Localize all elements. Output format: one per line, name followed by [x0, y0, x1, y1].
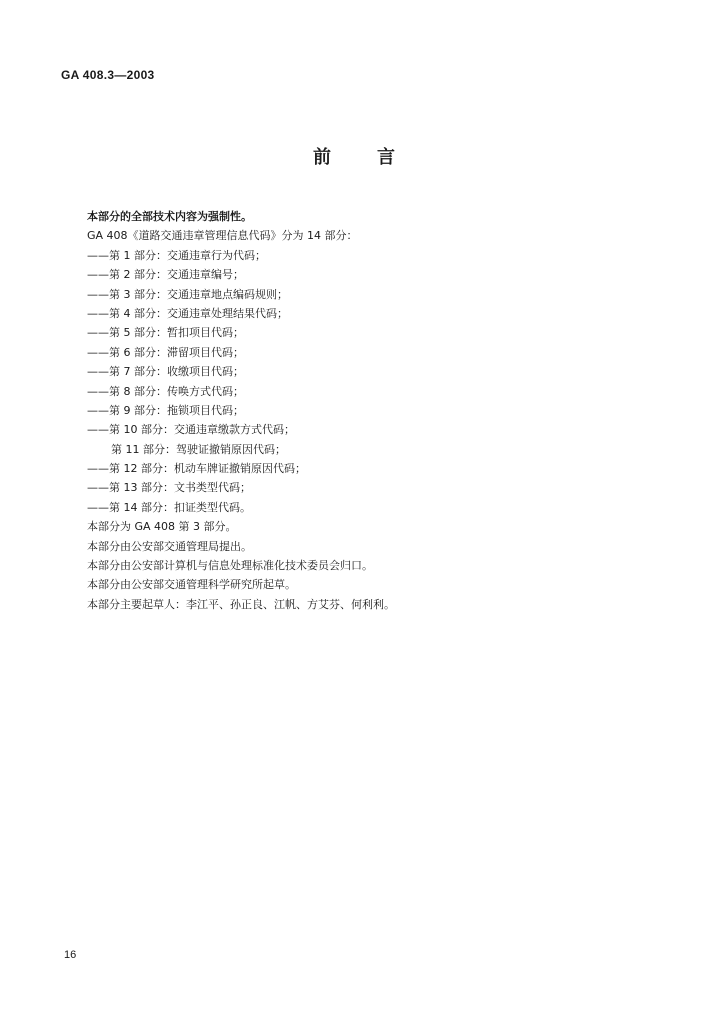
page-number: 16: [64, 949, 77, 961]
paragraph-line: ——第 2 部分：交通违章编号；: [87, 268, 244, 282]
paragraph-line: ——第 9 部分：拖锁项目代码；: [87, 403, 244, 417]
paragraph-line: 本部分由公安部交通管理科学研究所起草。: [87, 578, 296, 592]
paragraph-line: ——第 14 部分：扣证类型代码。: [87, 500, 251, 514]
paragraph-line: 本部分为 GA 408 第 3 部分。: [87, 520, 237, 534]
paragraph-line: ——第 6 部分：滞留项目代码；: [87, 345, 244, 359]
paragraph-line: ——第 7 部分：收缴项目代码；: [87, 365, 244, 379]
paragraph-line: 本部分主要起草人：李江平、孙正良、江帆、方艾芬、何利利。: [87, 597, 395, 611]
page-title: 前言: [313, 147, 441, 168]
paragraph-line: 本部分由公安部交通管理局提出。: [87, 539, 252, 553]
paragraph-line: ——第 3 部分：交通违章地点编码规则；: [87, 287, 288, 301]
paragraph-line: 第 11 部分：驾驶证撤销原因代码；: [111, 442, 286, 456]
paragraph-line: GA 408《道路交通违章管理信息代码》分为 14 部分：: [87, 229, 358, 243]
paragraph-line: 本部分的全部技术内容为强制性。: [87, 210, 252, 223]
document-code: GA 408.3—2003: [61, 68, 155, 82]
foreword-body: [87, 207, 667, 614]
paragraph-line: ——第 1 部分：交通违章行为代码；: [87, 248, 266, 262]
paragraph-line: 本部分由公安部计算机与信息处理标准化技术委员会归口。: [87, 559, 373, 573]
paragraph-line: ——第 12 部分：机动车牌证撤销原因代码；: [87, 462, 306, 476]
paragraph-line: ——第 5 部分：暂扣项目代码；: [87, 326, 244, 340]
paragraph-line: ——第 13 部分：文书类型代码；: [87, 481, 251, 495]
paragraph-line: ——第 10 部分：交通违章缴款方式代码；: [87, 423, 295, 437]
paragraph-line: ——第 8 部分：传唤方式代码；: [87, 384, 244, 398]
paragraph-line: ——第 4 部分：交通违章处理结果代码；: [87, 306, 288, 320]
